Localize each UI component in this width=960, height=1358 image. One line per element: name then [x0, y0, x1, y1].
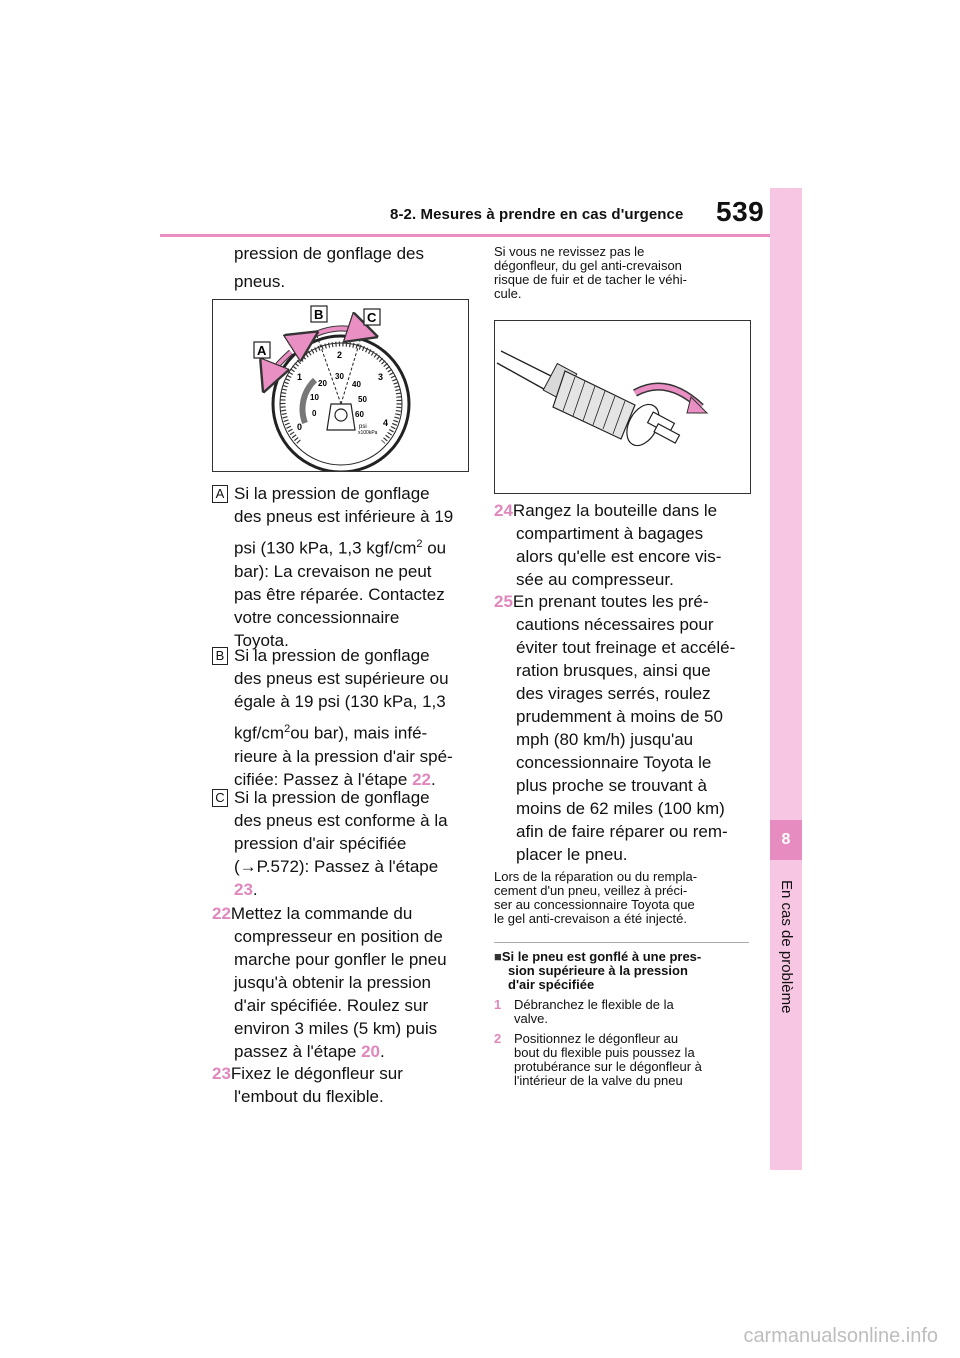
step-25-line-1: En prenant toutes les pré- [512, 592, 709, 611]
step-25-line-11: afin de faire réparer ou rem- [516, 822, 728, 841]
step-25-line-3: éviter tout freinage et accélé- [516, 638, 736, 657]
section-title: 8-2. Mesures à prendre en cas d'urgence [390, 206, 684, 223]
note1-line-2: dégonfleur, du gel anti-crevaison [494, 258, 682, 273]
step-25-number: 25 [494, 592, 513, 611]
item-c-step-ref: 23 [234, 880, 253, 899]
note1-line-1: Si vous ne revissez pas le [494, 244, 645, 259]
item-b-line-5: ou bar), mais infé- [290, 723, 428, 743]
step-25 [494, 590, 764, 866]
item-a-after-sup: ou [422, 538, 447, 558]
item-b-line-7: cifiée: Passez à l'étape [234, 769, 413, 789]
sub-item-1-number: 1 [494, 997, 502, 1012]
step-22-end: . [379, 1042, 385, 1061]
subsection-overinflated [494, 950, 764, 1088]
step-23-line-2: l'embout du flexible. [234, 1087, 384, 1106]
intro-line-2: pneus. [234, 272, 286, 291]
step-24-line-1: Rangez la bouteille dans le [512, 501, 718, 520]
step-22-line-3: marche pour gonfler le pneu [234, 950, 447, 969]
item-b-line-1: Si la pression de gonflage [234, 646, 430, 665]
item-a-line-2: des pneus est inférieure à 19 [234, 507, 454, 526]
step-24 [494, 499, 764, 591]
subsection-divider [494, 942, 749, 943]
item-b-line-3: égale à 19 psi (130 kPa, 1,3 [234, 692, 446, 711]
footer-watermark [0, 1325, 960, 1348]
step-22-line-4: jusqu'à obtenir la pression [234, 973, 431, 992]
note2-line-2: cement d'un pneu, veillez à préci- [494, 883, 688, 898]
item-c-end: . [252, 880, 258, 899]
chapter-number-badge: 8 [770, 820, 802, 860]
note1-line-4: cule. [494, 286, 522, 301]
note-revisser [494, 245, 754, 301]
scale-label-4: 4 [383, 418, 389, 428]
item-b-line-2: des pneus est supérieure ou [234, 669, 449, 688]
item-a-line-7: Toyota. [234, 630, 289, 650]
sub-item-2-line-2: bout du flexible puis poussez la [514, 1045, 695, 1060]
step-25-line-8: concessionnaire Toyota le [516, 753, 712, 772]
scale-label-2: 2 [337, 350, 343, 360]
pressure-gauge-figure [212, 299, 469, 472]
label-a: A [257, 343, 267, 358]
step-22-line-7: passez à l'étape [234, 1042, 362, 1061]
inner-scale-20: 20 [318, 379, 327, 388]
inner-scale-0: 0 [312, 409, 317, 418]
item-a-label: A [212, 485, 228, 503]
subsection-title-line-3: d'air spécifiée [508, 977, 595, 992]
deflator-figure [494, 320, 751, 494]
intro-line-1: pression de gonflage des [234, 244, 424, 263]
sub-item-2-line-1: Positionnez le dégonfleur au [514, 1031, 679, 1046]
item-c [212, 786, 472, 901]
note1-line-3: risque de fuir et de tacher le véhi- [494, 272, 687, 287]
item-b-line-6: rieure à la pression d'air spé- [234, 746, 453, 766]
item-a-line-4: bar): La crevaison ne peut [234, 561, 432, 581]
sub-item-2-line-3: protubérance sur le dégonfleur à [514, 1059, 702, 1074]
step-22-line-5: d'air spécifiée. Roulez sur [234, 996, 429, 1015]
step-25-line-7: mph (80 km/h) jusqu'au [516, 730, 694, 749]
step-25-line-4: ration brusques, ainsi que [516, 661, 711, 680]
step-22-number: 22 [212, 904, 231, 923]
item-c-label: C [212, 789, 228, 807]
item-a-line-3: psi (130 kPa, 1,3 kgf/cm [234, 538, 417, 558]
item-a [212, 482, 472, 652]
gauge-unit-psi: psi [359, 424, 367, 430]
label-b: B [314, 307, 324, 322]
sub-item-2-line-4: l'intérieur de la valve du pneu [514, 1073, 683, 1088]
step-25-line-10: moins de 62 miles (100 km) [516, 799, 725, 818]
inner-scale-10: 10 [310, 393, 319, 402]
inner-scale-30: 30 [335, 372, 344, 381]
note2-line-1: Lors de la réparation ou du rempla- [494, 869, 698, 884]
scale-label-1: 1 [297, 372, 303, 382]
step-22-line-2: compresseur en position de [234, 927, 443, 946]
note2-line-4: le gel anti-crevaison a été injecté. [494, 911, 687, 926]
step-25-line-6: prudemment à moins de 50 [516, 707, 723, 726]
subsection-title-line-2: sion supérieure à la pression [508, 963, 688, 978]
header-divider [160, 234, 770, 237]
step-23-number: 23 [212, 1064, 231, 1083]
item-c-line-4: (→P.572): Passez à l'étape [234, 857, 439, 876]
item-c-line-2: des pneus est conforme à la [234, 811, 448, 830]
inner-scale-50: 50 [358, 395, 367, 404]
sub-item-2-number: 2 [494, 1031, 502, 1046]
page-number: 539 [716, 196, 765, 227]
subsection-title-line-1: Si le pneu est gonflé à une pres- [501, 949, 702, 964]
step-22-line-1: Mettez la commande du [230, 904, 413, 923]
sub-item-1-line-1: Débranchez le flexible de la [514, 997, 674, 1012]
inner-scale-60: 60 [355, 410, 364, 419]
step-24-line-3: alors qu'elle est encore vis- [516, 547, 722, 566]
pressure-gauge-illustration [213, 300, 468, 471]
item-b [212, 644, 472, 791]
item-c-line-1: Si la pression de gonflage [234, 788, 430, 807]
step-25-line-12: placer le pneu. [516, 845, 628, 864]
item-b-line-4: kgf/cm [234, 723, 285, 743]
item-b-sup: 2 [284, 723, 291, 735]
gauge-unit-kpa: x100kPa [358, 430, 378, 436]
deflator-illustration [495, 321, 750, 493]
item-b-step-ref: 22 [412, 769, 431, 789]
note-injection [494, 870, 764, 926]
step-22-step-ref: 20 [361, 1042, 380, 1061]
chapter-title-vertical: En cas de problème [778, 880, 795, 1014]
note2-line-3: ser au concessionnaire Toyota que [494, 897, 695, 912]
step-25-line-9: plus proche se trouvant à [516, 776, 707, 795]
item-a-sup: 2 [416, 538, 423, 550]
step-23-line-1: Fixez le dégonfleur sur [230, 1064, 403, 1083]
item-a-line-5: pas être réparée. Contactez [234, 584, 445, 604]
scale-label-3: 3 [378, 372, 384, 382]
item-a-line-6: votre concessionnaire [234, 607, 400, 627]
item-b-label: B [212, 647, 228, 665]
label-c: C [367, 310, 377, 325]
step-22 [212, 902, 472, 1063]
gauge-hub-center [335, 409, 347, 421]
step-25-line-2: cautions nécessaires pour [516, 615, 714, 634]
scale-label-0: 0 [297, 422, 303, 432]
item-a-line-1: Si la pression de gonflage [234, 484, 430, 503]
watermark-text: carmanualsonline.info [743, 1325, 938, 1347]
step-23 [212, 1062, 472, 1108]
sub-item-1-line-2: valve. [514, 1011, 548, 1026]
item-c-line-3: pression d'air spécifiée [234, 834, 407, 853]
step-24-line-2: compartiment à bagages [516, 524, 704, 543]
step-24-number: 24 [494, 501, 513, 520]
step-22-line-6: environ 3 miles (5 km) puis [234, 1019, 438, 1038]
item-b-end: . [431, 769, 436, 789]
step-25-line-5: des virages serrés, roulez [516, 684, 711, 703]
inner-scale-40: 40 [352, 380, 361, 389]
step-24-line-4: sée au compresseur. [516, 570, 674, 589]
subsection-bullet: ■ [494, 949, 502, 964]
